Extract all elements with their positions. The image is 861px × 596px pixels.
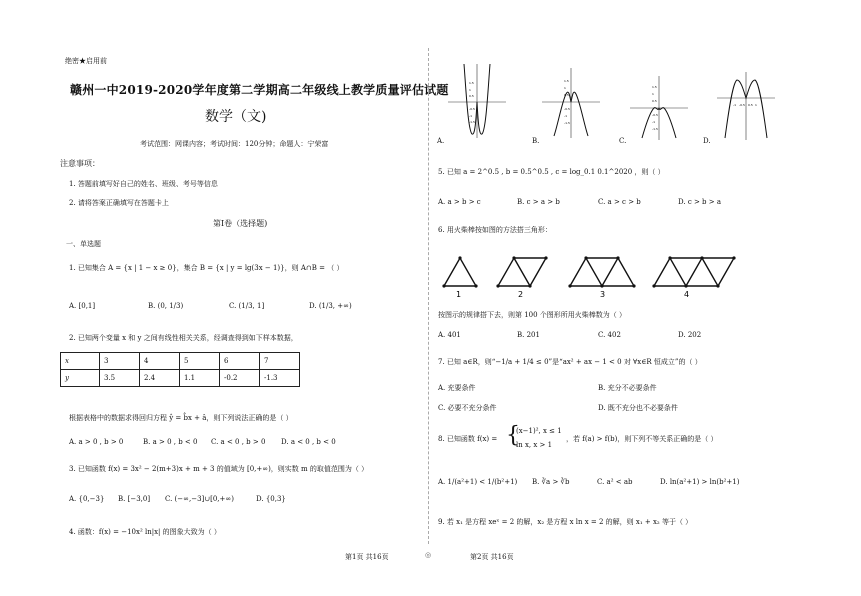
q8-stem-b: ，若 f(a) > f(b)，则下列不等关系正确的是（ ） [566,435,718,443]
part-title: 一、单选题 [66,240,101,248]
table-header-cell: y [61,370,100,387]
section-title: 第I卷（选择题) [213,219,268,228]
svg-text:0.5: 0.5 [469,94,474,98]
q2-option-a: A. a > 0 , b > 0 [69,438,124,446]
svg-text:-0.5: -0.5 [469,107,475,111]
q4-graph-c [628,72,690,142]
svg-text:1.5: 1.5 [652,85,657,89]
svg-text:-0.5: -0.5 [652,113,658,117]
svg-text:0.5: 0.5 [748,103,753,107]
q3-option-a: A. {0,−3} [69,495,105,503]
q8-option-a: A. 1/(a²+1) < 1/(b²+1) [438,478,518,486]
q7-option-b: B. 充分不必要条件 [598,384,657,392]
table-header-cell: x [61,353,100,370]
svg-text:1.5: 1.5 [564,79,569,83]
q4-graph-a [446,60,508,140]
svg-text:1: 1 [564,86,566,90]
svg-text:2: 2 [518,290,524,299]
q5-option-a: A. a > b > c [438,198,481,206]
svg-text:1: 1 [652,92,654,96]
q3-option-b: B. [−3,0] [118,495,151,503]
q7-stem: 7. 已知 a∈R，则“−1/a + 1/4 ≤ 0”是“ax² + ax − 1 < 0 对 ∀x∈R 恒成立”的（ ） [438,358,702,366]
svg-text:-1: -1 [564,114,567,118]
q6-stem: 6. 用火柴棒按如图的方法搭三角形： [438,226,552,234]
svg-text:3: 3 [600,290,606,299]
table-cell: 3 [100,353,140,370]
q3-option-d: D. {0,3} [256,495,286,503]
q8-stem-a: 8. 已知函数 f(x) = [438,435,498,443]
footer-circle: ◎ [425,551,432,559]
table-cell: 3.5 [100,370,140,387]
svg-text:0.5: 0.5 [564,93,569,97]
svg-text:1.5: 1.5 [469,81,474,85]
table-cell: 5 [180,353,220,370]
svg-text:4: 4 [684,290,690,299]
q7-option-c: C. 必要不充分条件 [438,404,497,412]
q5-option-d: D. c > b > a [678,198,722,206]
table-cell: 6 [220,353,260,370]
table-row [61,353,300,370]
page-divider [428,48,429,544]
q3-option-c: C. (−∞,−3]∪[0,+∞) [165,495,234,503]
q1-option-a: A. [0,1] [69,302,96,310]
q6-option-d: D. 202 [678,331,702,339]
q1-option-c: C. (1/3, 1] [229,302,265,310]
q2-option-c: C. a < 0 , b > 0 [211,438,266,446]
table-cell: 4 [140,353,180,370]
q2-data-table [60,352,300,387]
table-cell: 7 [260,353,300,370]
q5-stem: 5. 已知 a = 2^0.5 , b = 0.5^0.5 , c = log_0.1 0.1^2020 ，则（ ） [438,168,665,176]
q7-option-d: D. 既不充分也不必要条件 [598,404,678,412]
q6-after: 按图示的规律搭下去，则第 100 个图形所用火柴棒数为（ ） [438,311,627,319]
q6-option-c: C. 402 [598,331,621,339]
svg-text:0.5: 0.5 [652,99,657,103]
q4-option-a: A. [437,137,445,145]
footer-page-1: 第1页 共16页 [345,553,389,561]
q4-graph-b [540,64,602,140]
q4-option-c: C. [619,137,627,145]
subject-title: 数学（文) [205,109,267,125]
exam-title: 赣州一中2019-2020学年度第二学期高二年级线上教学质量评估试题 [70,83,449,97]
svg-text:-1: -1 [652,120,655,124]
svg-text:1: 1 [469,88,471,92]
table-cell: 2.4 [140,370,180,387]
q7-option-a: A. 充要条件 [438,384,476,392]
q5-option-b: B. c > a > b [517,198,560,206]
exam-info: 考试范围：网课内容；考试时间：120分钟；命题人：宁荣富 [140,140,329,148]
q6-matchstick-figure [440,250,740,300]
q8-case-1: (x−1)², x ≤ 1 [516,427,562,435]
q4-option-b: B. [532,137,540,145]
footer-page-2: 第2页 共16页 [470,553,514,561]
q1-option-b: B. (0, 1/3) [148,302,184,310]
q4-stem: 4. 函数：f(x) = −10x² ln|x| 的图象大致为（ ） [69,528,221,536]
q1-option-d: D. (1/3, +∞) [309,302,352,310]
svg-text:-1: -1 [733,103,736,107]
svg-text:-1.5: -1.5 [564,121,570,125]
svg-text:-0.5: -0.5 [739,103,745,107]
q2-stem: 2. 已知两个变量 x 和 y 之间有线性相关关系，经调查得到如下样本数据， [69,334,298,342]
q3-stem: 3. 已知函数 f(x) = 3x² − 2(m+3)x + m + 3 的值域为 [0,+∞)，则实数 m 的取值范围为（ ） [69,465,369,473]
note-item-1: 1. 答题前填写好自己的姓名、班级、考号等信息 [69,180,218,188]
svg-text:-1.5: -1.5 [652,127,658,131]
q8-brace: { [506,423,520,448]
note-item-2: 2. 请将答案正确填写在答题卡上 [69,199,169,207]
secret-mark: 绝密★启用前 [65,57,107,65]
table-cell: -0.2 [220,370,260,387]
table-cell: 1.1 [180,370,220,387]
q4-graph-d [715,68,777,142]
svg-text:-1: -1 [469,114,472,118]
table-cell: -1.3 [260,370,300,387]
q1-stem: 1. 已知集合 A = {x | 1 − x ≥ 0}，集合 B = {x | y = lg(3x − 1)}，则 A∩B = （ ） [69,264,344,272]
q6-option-b: B. 201 [517,331,540,339]
q4-option-d: D. [703,137,711,145]
table-row [61,370,300,387]
q2-option-d: D. a < 0 , b < 0 [281,438,336,446]
q8-option-c: C. a² < ab [597,478,633,486]
q8-case-2: ln x, x > 1 [516,441,553,449]
q5-option-c: C. a > c > b [598,198,641,206]
q2-after: 根据表格中的数据求得回归方程 ŷ = b̂x + â，则下列说法正确的是（ ） [69,414,293,422]
q8-option-d: D. ln(a²+1) > ln(b²+1) [660,478,740,486]
svg-text:-1.5: -1.5 [469,120,475,124]
q8-option-b: B. ∛a > ∛b [532,478,570,486]
notes-heading: 注意事项： [60,159,100,168]
svg-text:-0.5: -0.5 [564,107,570,111]
q6-option-a: A. 401 [438,331,461,339]
q2-option-b: B. a > 0 , b < 0 [143,438,198,446]
svg-text:1: 1 [755,103,757,107]
q9-stem: 9. 若 x₁ 是方程 xeˣ = 2 的解，x₂ 是方程 x ln x = 2 的解，则 x₁ + x₂ 等于（ ） [438,518,693,526]
svg-text:1: 1 [456,290,462,299]
